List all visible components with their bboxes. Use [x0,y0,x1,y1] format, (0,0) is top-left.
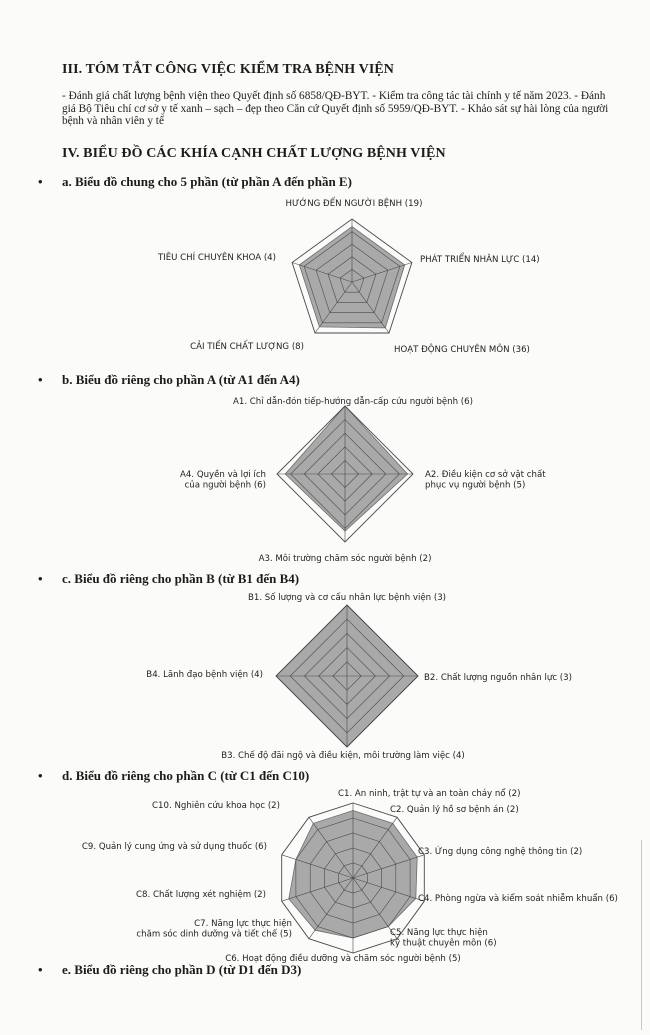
radar-axis-label: CẢI TIẾN CHẤT LƯỢNG (8) [190,342,304,352]
radar-axis-label: C3. Ứng dụng công nghệ thông tin (2) [418,847,583,857]
radar-axis-label: C10. Nghiên cứu khoa học (2) [152,801,280,811]
subsection-d-title: d. Biểu đồ riêng cho phần C (từ C1 đến C10) [62,768,310,783]
radar-axis-label: HOẠT ĐỘNG CHUYÊN MÔN (36) [394,345,530,355]
radar-axis-label: C2. Quản lý hồ sơ bệnh án (2) [390,805,519,815]
radar-axis-label: A4. Quyền và lợi ích của người bệnh (6) [180,470,266,491]
subsection-c-title: c. Biểu đồ riêng cho phần B (từ B1 đến B4) [62,571,300,586]
radar-axis-label: C4. Phòng ngừa và kiểm soát nhiễm khuẩn (6) [418,894,618,904]
radar-axis-label: C8. Chất lượng xét nghiệm (2) [136,890,266,900]
subsection-a-title: a. Biểu đồ chung cho 5 phần (từ phần A đến phần E) [62,174,352,189]
radar-axis-label: A1. Chỉ dẫn-đón tiếp-hướng dẫn-cấp cứu người bệnh (6) [233,397,473,407]
page-edge-line [641,840,642,1030]
radar-axis-label: B2. Chất lượng nguồn nhân lực (3) [424,673,572,683]
radar-axis-label: PHÁT TRIỂN NHÂN LỰC (14) [420,255,540,265]
subsection-e-heading [38,962,301,978]
radar-axis-label: C7. Năng lực thực hiện chăm sóc dinh dưỡng và tiết chế (5) [136,919,292,940]
radar-axis-label: TIÊU CHÍ CHUYÊN KHOA (4) [157,253,276,263]
bullet-icon: • [38,768,43,783]
bullet-icon: • [38,174,43,189]
radar-axis-label: B4. Lãnh đạo bệnh viện (4) [146,670,263,680]
bullet-icon: • [38,962,43,977]
section-iii-text: - Đánh giá chất lượng bệnh viện theo Quyết định số 6858/QĐ-BYT. - Kiểm tra công tác tài chính y tế năm 2023. - Đánh giá Bộ Tiêu chí cơ sở y tế xanh – sạch – đẹp theo Căn cứ Quyết định số 5959/QĐ-BYT. - Khảo sát sự hài lòng của người bệnh và nhân viên y tế [62,90,609,127]
radar-axis-label: C5. Năng lực thực hiện kỹ thuật chuyên môn (6) [390,928,497,949]
radar-axis-label: B1. Số lượng và cơ cấu nhân lực bệnh viện (3) [247,593,447,603]
section-iii-heading: III. TÓM TẮT CÔNG VIỆC KIỂM TRA BỆNH VIỆN [62,62,395,77]
radar-axis-label: C9. Quản lý cung ứng và sử dụng thuốc (6) [81,842,267,852]
subsection-b-title: b. Biểu đồ riêng cho phần A (từ A1 đến A4) [62,372,300,387]
bullet-icon: • [38,372,43,387]
section-iv-heading: IV. BIỂU ĐỒ CÁC KHÍA CẠNH CHẤT LƯỢNG BỆNH VIỆN [62,146,446,161]
radar-axis-label: C1. An ninh, trật tự và an toàn cháy nổ (2) [338,789,521,799]
radar-axis-label: HƯỚNG ĐẾN NGƯỜI BỆNH (19) [285,199,423,209]
bullet-icon: • [38,571,43,586]
radar-axis-label: B3. Chế độ đãi ngộ và điều kiện, môi trường làm việc (4) [221,751,465,761]
subsection-e-title: e. Biểu đồ riêng cho phần D (từ D1 đến D3) [62,962,302,977]
radar-axis-label: A2. Điều kiện cơ sở vật chất phục vụ người bệnh (5) [425,470,546,491]
radar-axis-label: C6. Hoạt động điều dưỡng và chăm sóc người bệnh (5) [225,954,461,964]
radar-axis-label: A3. Môi trường chăm sóc người bệnh (2) [258,554,432,564]
